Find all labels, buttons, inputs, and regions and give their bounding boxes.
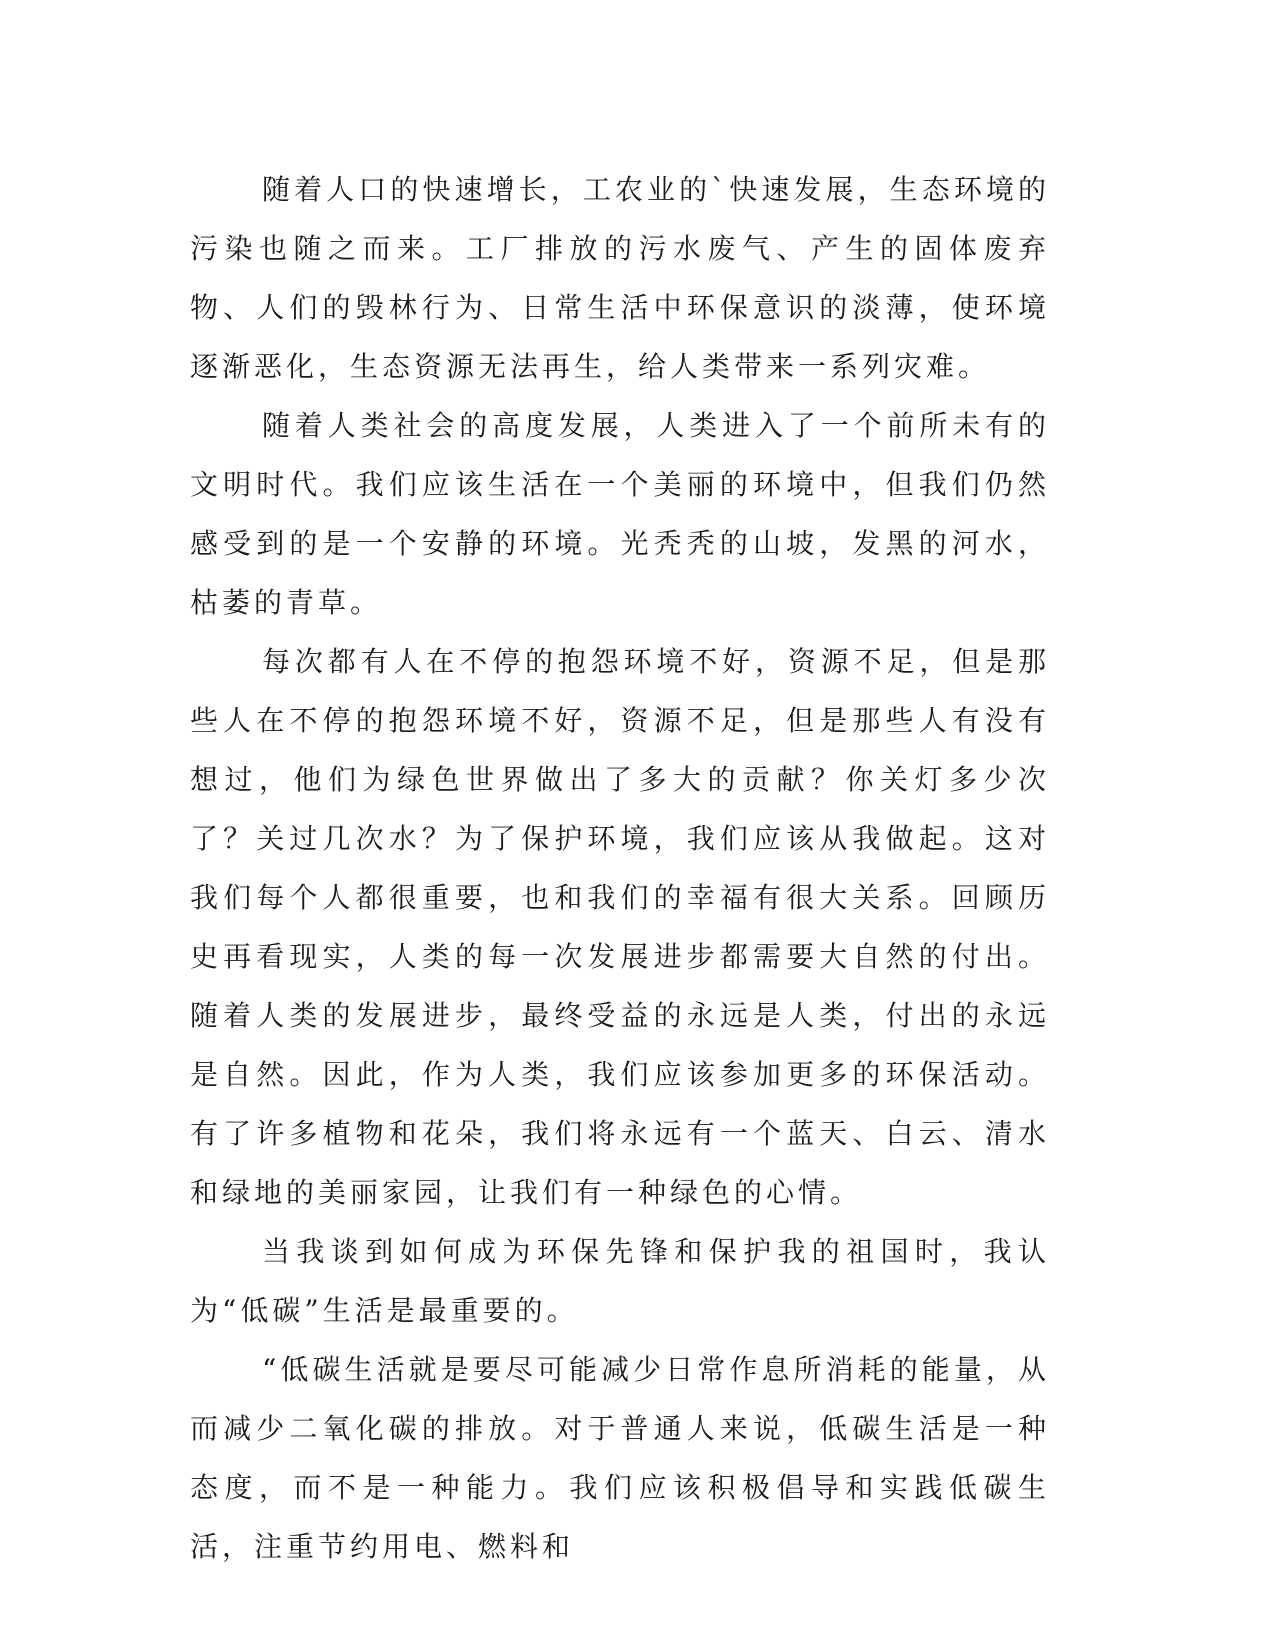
paragraph-1: 随着人口的快速增长，工农业的`快速发展，生态环境的污染也随之而来。工厂排放的污水废气、产生的固体废弃物、人们的毁林行为、日常生活中环保意识的淡薄，使环境逐渐恶化，生态资源无法再生，给人类带来一系列灾难。 <box>190 173 1050 383</box>
document-body <box>190 160 1050 1576</box>
paragraph-2: 随着人类社会的高度发展，人类进入了一个前所未有的文明时代。我们应该生活在一个美丽的环境中，但我们仍然感受到的是一个安静的环境。光秃秃的山坡，发黑的河水，枯萎的青草。 <box>190 409 1050 619</box>
paragraph-4: 当我谈到如何成为环保先锋和保护我的祖国时，我认为“低碳”生活是最重要的。 <box>190 1235 1050 1327</box>
paragraph-3: 每次都有人在不停的抱怨环境不好，资源不足，但是那些人在不停的抱怨环境不好，资源不足，但是那些人有没有想过，他们为绿色世界做出了多大的贡献？你关灯多少次了？关过几次水？为了保护环境，我们应该从我做起。这对我们每个人都很重要，也和我们的幸福有很大关系。回顾历史再看现实，人类的每一次发展进步都需要大自然的付出。随着人类的发展进步，最终受益的永远是人类，付出的永远是自然。因此，作为人类，我们应该参加更多的环保活动。有了许多植物和花朵，我们将永远有一个蓝天、白云、清水和绿地的美丽家园，让我们有一种绿色的心情。 <box>190 645 1050 1209</box>
paragraph-5: “低碳生活就是要尽可能减少日常作息所消耗的能量，从而减少二氧化碳的排放。对于普通人来说，低碳生活是一种态度，而不是一种能力。我们应该积极倡导和实践低碳生活，注重节约用电、燃料和 <box>190 1353 1050 1563</box>
